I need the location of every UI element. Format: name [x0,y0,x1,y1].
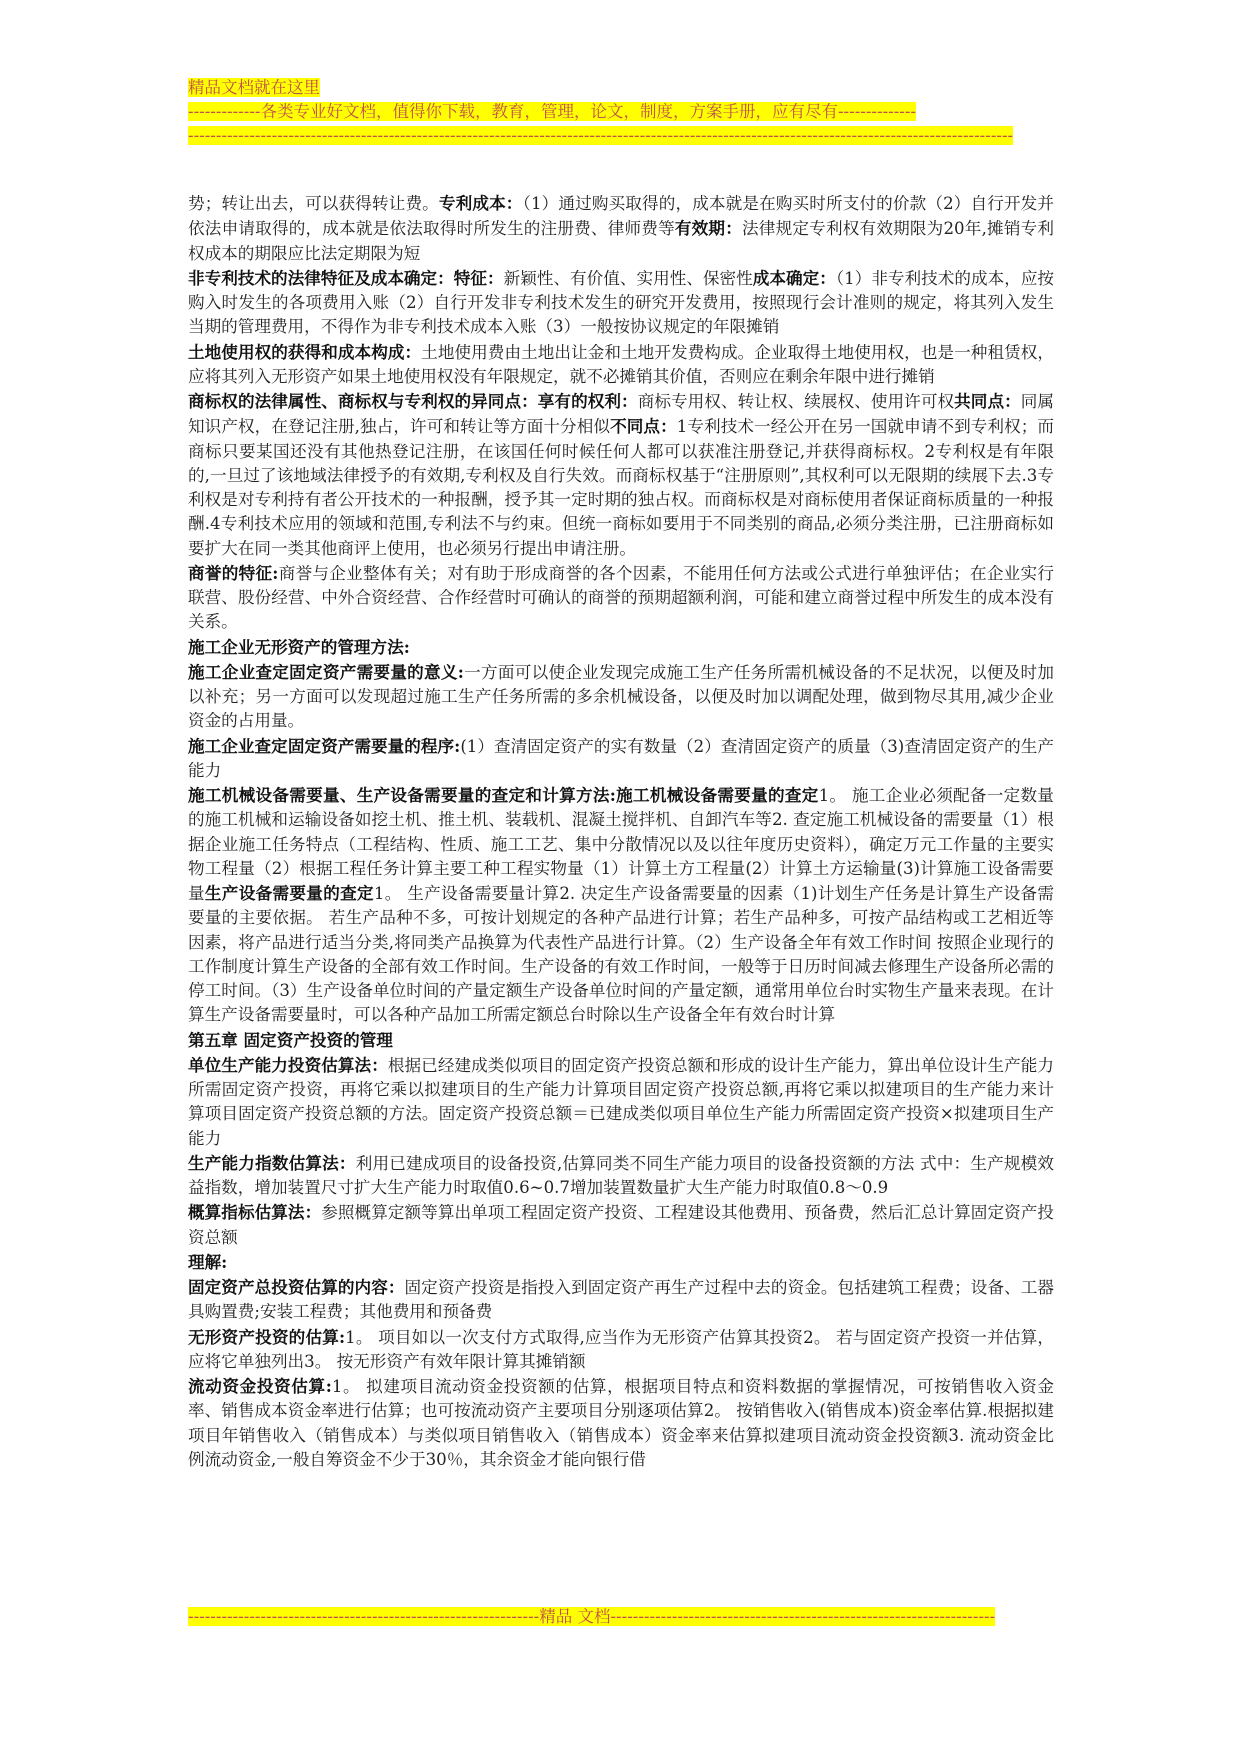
paragraph-fixed-asset-significance: 施工企业查定固定资产需要量的意义:一方面可以使企业发现完成施工生产任务所需机械设备的不足状况，以便及时加以补充；另一方面可以发现超过施工生产任务所需的多余机械设备，以便及时加以调配处理，做到物尽其用,减少企业资金的占用量。 [188,661,1054,731]
paragraph-unit-capacity-method: 单位生产能力投资估算法：根据已经建成类似项目的固定资产投资总额和形成的设计生产能力，算出单位设计生产能力所需固定资产投资，再将它乘以拟建项目的生产能力计算项目固定资产投资总额,再将它乘以拟建项目的生产能力来计算项目固定资产投资总额的方法。固定资产投资总额＝已建成类似项目单位生产能力所需固定资产投资×拟建项目生产能力 [188,1054,1055,1148]
paragraph-capacity-index-method: 生产能力指数估算法：利用已建成项目的设备投资,估算同类不同生产能力项目的设备投资额的方法 式中：生产规模效益指数，增加装置尺寸扩大生产能力时取值0.6~0.7增加装置数量扩大生产能力时取值0.8～0.9 [188,1152,1055,1197]
heading-understanding: 理解: [188,1251,228,1272]
footer-divider: ---------------------------------------------------------------精品 文档--------------------------------------------------------------------- [188,1607,996,1626]
paragraph-estimate-index-method: 概算指标估算法：参照概算定额等算出单项工程固定资产投资、工程建设其他费用、预备费，然后汇总计算固定资产投资总额 [188,1202,1055,1247]
heading-intangible-management: 施工企业无形资产的管理方法: [188,636,410,657]
document-body [188,191,1054,1472]
paragraph-trademark: 商标权的法律属性、商标权与专利权的异同点：享有的权利：商标专用权、转让权、续展权、使用许可权共同点：同属知识产权，在登记注册,独占，许可和转让等方面十分相似不同点：1专利技术一经公开在另一国就申请不到专利权；而商标只要某国还没有其他热登记注册，在该国任何时候任何人都可以获准注册登记,并获得商标权。2专利权是有年限的,一旦过了该地域法律授予的有效期,专利权及自行失效。而商标权基于“注册原则”,其权利可以无限期的续展下去.3专利权是对专利持有者公开技术的一种报酬，授予其一定时期的独占权。而商标权是对商标使用者保证商标质量的一种报酬.4专利技术应用的领域和范围,专利法不与约束。但统一商标如要用于不同类别的商品,必须分类注册，已注册商标如要扩大在同一类其他商评上使用，也必须另行提出申请注册。 [188,391,1055,558]
paragraph-fixed-asset-procedure: 施工企业查定固定资产需要量的程序:(1）查清固定资产的实有数量（2）查清固定资产的质量（3)查清固定资产的生产能力 [188,735,1055,780]
header-divider: ---------------------------------------------------------------------------------------------------------------------------------------------------- [188,126,1014,145]
paragraph-working-capital: 流动资金投资估算:1。 拟建项目流动资金投资额的估算，根据项目特点和资料数据的掌握情况，可按销售收入资金率、销售成本资金率进行估算；也可按流动资产主要项目分别逐项估算2。 按销售收入(销售成本)资金率估算.根据拟建项目年销售收入（销售成本）与类似项目销售收入（销售成本）资金率来估算拟建项目流动资金投资额3. 流动资金比例流动资金,一般自筹资金不少于30％，其余资金才能向银行借 [188,1376,1054,1469]
paragraph-goodwill: 商誉的特征:商誉与企业整体有关；对有助于形成商誉的各个因素，不能用任何方法或公式进行单独评估；在企业实行联营、股份经营、中外合资经营、合作经营时可确认的商誉的预期超额利润，可能和建立商誉过程中所发生的成本没有关系。 [188,562,1054,632]
header-site-name: 精品文档就在这里 [188,78,320,97]
chapter-title: 第五章 固定资产投资的管理 [188,1029,393,1050]
paragraph-non-patent-tech: 非专利技术的法律特征及成本确定：特征：新颖性、有价值、实用性、保密性成本确定：（1）非专利技术的成本，应按购入时发生的各项费用入账（2）自行开发非专利技术发生的研究开发费用，按照现行会计准则的规定，将其列入发生当期的管理费用，不得作为非专利技术成本入账（3）一般按协议规定的年限摊销 [188,267,1055,337]
paragraph-land-use-right: 土地使用权的获得和成本构成：土地使用费由土地出让金和土地开发费构成。企业取得土地使用权，也是一种租赁权，应将其列入无形资产如果土地使用权没有年限规定，就不必摊销其价值，否则应在剩余年限中进行摊销 [188,341,1054,386]
paragraph-equipment-demand: 施工机械设备需要量、生产设备需要量的查定和计算方法:施工机械设备需要量的查定1。 施工企业必须配备一定数量的施工机械和运输设备如挖土机、推土机、装载机、混凝土搅拌机、自卸汽车等2. 查定施工机械设备的需要量（1）根据企业施工任务特点（工程结构、性质、施工工艺、集中分散情况以及以往年度历史资料），确定万元工作量的主要实物工程量（2）根据工程任务计算主要工种工程实物量（1）计算土方工程量(2）计算土方运输量(3)计算施工设备需要量生产设备需要量的查定1。 生产设备需要量计算2. 决定生产设备需要量的因素（1)计划生产任务是计算生产设备需要量的主要依据。 若生产品种不多，可按计划规定的各种产品进行计算；若生产品种多，可按产品结构或工艺相近等因素，将产品进行适当分类,将同类产品换算为代表性产品进行计算。（2）生产设备全年有效工作时间 按照企业现行的工作制度计算生产设备的全部有效工作时间。生产设备的有效工作时间，一般等于日历时间减去修理生产设备所必需的停工时间。（3）生产设备单位时间的产量定额生产设备单位时间的产量定额，通常用单位台时实物生产量来表现。在计算生产设备需要量时，可以各种产品加工所需定额总台时除以生产设备全年有效台时计算 [188,785,1055,1025]
paragraph-intangible-investment: 无形资产投资的估算:1。 项目如以一次支付方式取得,应当作为无形资产估算其投资2。 若与固定资产投资一并估算，应将它单独列出3。 按无形资产有效年限计算其摊销额 [188,1326,1054,1371]
paragraph-patent-cost: 势；转让出去，可以获得转让费。专利成本：（1）通过购买取得的，成本就是在购买时所支付的价款（2）自行开发并依法申请取得的，成本就是依法取得时所发生的注册费、律师费等有效期：法律规定专利权有效期限为20年,摊销专利权成本的期限应比法定期限为短 [188,193,1055,263]
header-slogan: -------------各类专业好文档，值得你下载，教育，管理，论文，制度，方案手册，应有尽有-------------- [188,102,917,121]
paragraph-total-investment: 固定资产总投资估算的内容：固定资产投资是指投入到固定资产再生产过程中去的资金。包括建筑工程费；设备、工器具购置费;安装工程费；其他费用和预备费 [188,1277,1054,1322]
